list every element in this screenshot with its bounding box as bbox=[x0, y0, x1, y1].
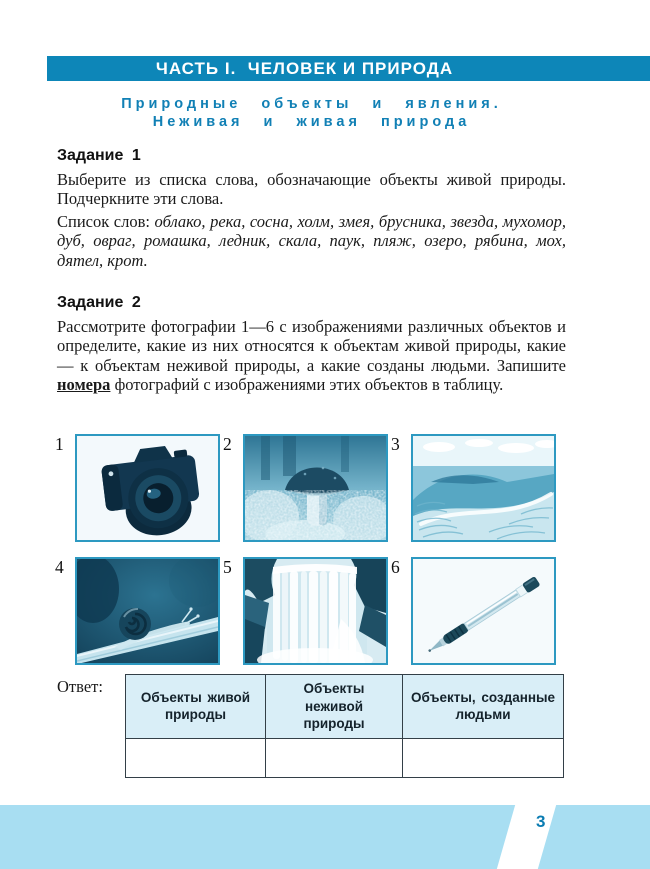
camera-photo bbox=[75, 434, 220, 542]
task1-heading: Задание 1 bbox=[57, 147, 141, 164]
section-title bbox=[57, 95, 566, 131]
sand-dunes-photo bbox=[411, 434, 556, 542]
part-title: ЧАСТЬ I. ЧЕЛОВЕК И ПРИРОДА bbox=[155, 58, 454, 78]
answer-col-header-manmade: Объекты, созданные людьми bbox=[403, 675, 564, 739]
snail-photo bbox=[75, 557, 220, 665]
answer-col-header-nonliving: Объекты неживой природы bbox=[266, 675, 403, 739]
task2-instruction bbox=[57, 317, 566, 395]
table-row bbox=[126, 738, 564, 777]
task2-text-after: фотографий с изображениями этих объектов в таблицу. bbox=[110, 375, 504, 395]
answer-cell-living[interactable] bbox=[126, 738, 266, 777]
part-title-banner bbox=[47, 56, 650, 81]
section-title-line2: Неживая и живая природа bbox=[152, 114, 471, 130]
section-title-line1: Природные объекты и явления. bbox=[121, 96, 502, 112]
answer-cell-nonliving[interactable] bbox=[266, 738, 403, 777]
photo-cell-1 bbox=[55, 434, 220, 542]
footer-slash-shape bbox=[497, 805, 556, 869]
task1-wordlist-paragraph bbox=[57, 212, 566, 270]
photo-cell-4 bbox=[55, 557, 220, 665]
photo-number: 2 bbox=[223, 434, 232, 454]
page-number: 3 bbox=[536, 812, 546, 831]
answer-col-header-living: Объекты живой природы bbox=[126, 675, 266, 739]
photo-number: 5 bbox=[223, 557, 232, 577]
photo-number: 3 bbox=[391, 434, 400, 454]
tasks-content bbox=[57, 147, 566, 395]
photo-number: 6 bbox=[391, 557, 400, 577]
mushroom-photo bbox=[243, 434, 388, 542]
answer-label: Ответ: bbox=[57, 677, 103, 696]
task2-text-emphasis: номера bbox=[57, 375, 111, 395]
footer-band bbox=[0, 805, 650, 869]
task1-instruction: Выберите из списка слова, обозначающие объекты живой природы. Подчеркните эти слова. bbox=[57, 170, 566, 209]
photo-number: 4 bbox=[55, 557, 64, 577]
pen-photo bbox=[411, 557, 556, 665]
photo-cell-3 bbox=[391, 434, 556, 542]
photo-number: 1 bbox=[55, 434, 64, 454]
answer-cell-manmade[interactable] bbox=[403, 738, 564, 777]
photo-cell-2 bbox=[223, 434, 388, 542]
task2-heading: Задание 2 bbox=[57, 294, 141, 312]
wordlist: облако, река, сосна, холм, змея, брусника, звезда, мухомор, дуб, овраг, ромашка, ледник, скала, паук, пляж, озеро, рябина, мох, дятел, крот. bbox=[57, 211, 566, 270]
wordlist-label: Список слов: bbox=[57, 211, 150, 231]
waterfall-photo bbox=[243, 557, 388, 665]
answer-table bbox=[125, 674, 564, 778]
answer-section bbox=[57, 674, 566, 778]
task2-text-before: Рассмотрите фотографии 1—6 с изображениями различных объектов и определите, какие из них относятся к объектам живой природы, какие — к объектам неживой природы, а какие созданы людьми. Запишите bbox=[57, 317, 566, 375]
photo-cell-6 bbox=[391, 557, 556, 665]
photo-cell-5 bbox=[223, 557, 388, 665]
photo-row-2 bbox=[55, 557, 559, 665]
photo-row-1 bbox=[55, 434, 559, 542]
